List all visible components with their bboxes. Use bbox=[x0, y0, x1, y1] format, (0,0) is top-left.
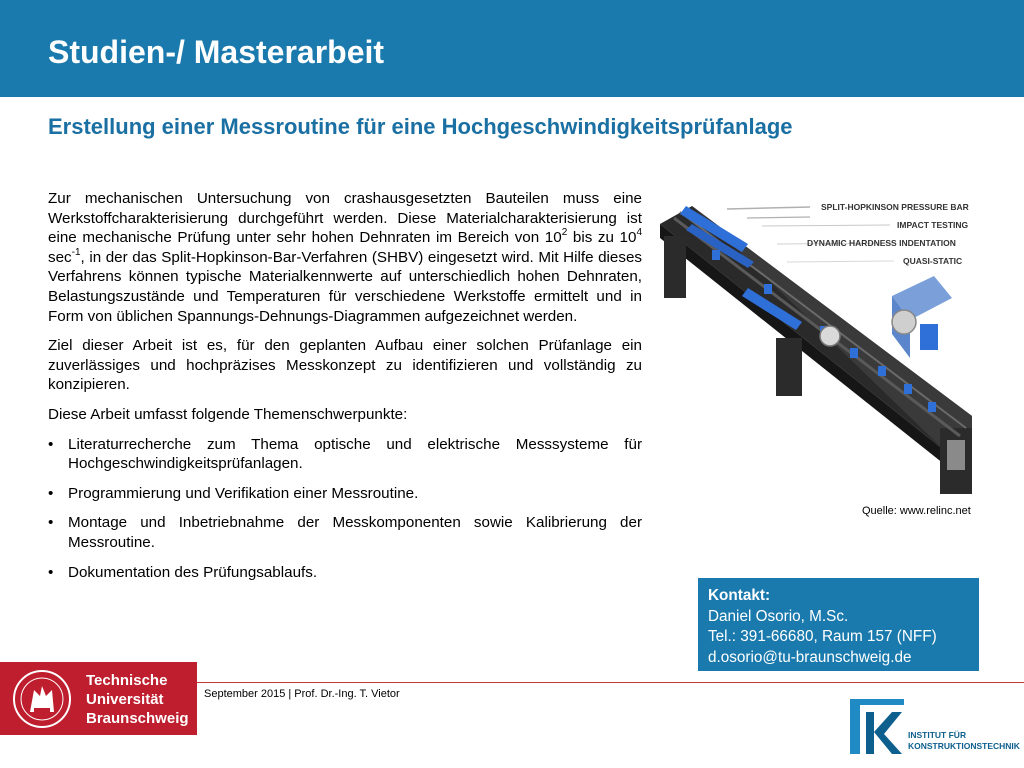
tu-logo-line: Universität bbox=[86, 691, 164, 708]
header-bar bbox=[0, 0, 1024, 97]
figure-label: SPLIT-HOPKINSON PRESSURE BAR bbox=[821, 202, 969, 212]
contact-box bbox=[698, 578, 979, 671]
image-source: Quelle: www.relinc.net bbox=[862, 505, 971, 517]
control-box bbox=[947, 440, 965, 470]
impact-disc bbox=[820, 326, 840, 346]
intro-text-a: Zur mechanischen Untersuchung von crashausgesetzten Bauteilen muss eine Werkstoffcharakterisierung durchgeführt werden. Diese Materialcharakterisierung ist eine mechanische Prüfung unter sehr hohen Dehnraten im Bereich von 10 bbox=[48, 190, 642, 247]
figure-label: DYNAMIC HARDNESS INDENTATION bbox=[807, 238, 956, 248]
clamp bbox=[928, 402, 936, 412]
figure-label: IMPACT TESTING bbox=[897, 220, 969, 230]
tu-braunschweig-logo bbox=[0, 662, 197, 735]
exponent-4: 4 bbox=[636, 227, 642, 239]
exponent-minus-1: -1 bbox=[71, 246, 81, 258]
clamp bbox=[878, 366, 886, 376]
list-item bbox=[48, 484, 642, 504]
intro-text-d: , in der das Split-Hopkinson-Bar-Verfahren (SHBV) eingesetzt wird. Mit Hilfe dieses Verfahrens können typische Materialkennwerte auf unterschiedlich hohen Dehnraten, Belastungszustände und Temperaturen für verschiedene Werkstoffe ermittelt und in Form von üblichen Spannungs-Dehnungs-Diagrammen aufgezeichnet werden. bbox=[48, 248, 642, 325]
ik-logo-mark-icon bbox=[846, 696, 908, 760]
clamp bbox=[764, 284, 772, 294]
tu-logo-line: Braunschweig bbox=[86, 710, 189, 727]
list-item bbox=[48, 435, 642, 474]
contact-title: Kontakt: bbox=[708, 587, 771, 604]
list-item-text: Literaturrecherche zum Thema optische und elektrische Messsysteme für Hochgeschwindigkeitsprüfanlagen. bbox=[68, 435, 642, 473]
machine-leg bbox=[664, 236, 686, 298]
bullet-icon: • bbox=[48, 563, 54, 581]
intro-text-b: bis zu 10 bbox=[567, 229, 637, 247]
clamp bbox=[850, 348, 858, 358]
page-subtitle: Erstellung einer Messroutine für eine Hochgeschwindigkeitsprüfanlage bbox=[48, 114, 793, 139]
list-item bbox=[48, 513, 642, 552]
ik-logo-line: KONSTRUKTIONSTECHNIK bbox=[908, 740, 1020, 751]
tu-logo-line: Technische bbox=[86, 672, 168, 689]
list-item-text: Montage und Inbetriebnahme der Messkomponenten sowie Kalibrierung der Messroutine. bbox=[68, 514, 642, 551]
ik-logo-text bbox=[908, 730, 1020, 751]
intro-text-c: sec bbox=[48, 248, 72, 266]
contact-email[interactable]: d.osorio@tu-braunschweig.de bbox=[708, 648, 912, 666]
list-item-text: Programmierung und Verifikation einer Messroutine. bbox=[68, 484, 419, 502]
figure-label: QUASI-STATIC bbox=[903, 256, 963, 266]
list-item-text: Dokumentation des Prüfungsablaufs. bbox=[68, 563, 318, 581]
bullet-icon: • bbox=[48, 484, 54, 502]
bullet-icon: • bbox=[48, 514, 54, 532]
machine-leg bbox=[776, 338, 802, 396]
exponent-2: 2 bbox=[561, 227, 568, 239]
label-line bbox=[787, 261, 894, 262]
test-machine-image bbox=[652, 188, 978, 500]
clamp bbox=[904, 384, 912, 394]
footer-divider bbox=[197, 682, 1024, 683]
university-seal-icon bbox=[0, 662, 80, 735]
ik-institute-logo bbox=[846, 696, 1024, 760]
contact-phone: Tel.: 391-66680, Raum 157 (NFF) bbox=[708, 628, 937, 645]
label-line bbox=[727, 207, 810, 209]
label-line bbox=[762, 225, 890, 226]
clamp bbox=[712, 250, 720, 260]
ik-logo-line: INSTITUT FÜR bbox=[908, 730, 967, 740]
page-title: Studien-/ Masterarbeit bbox=[48, 34, 385, 70]
machine-figure bbox=[652, 188, 978, 500]
contact-name: Daniel Osorio, M.Sc. bbox=[708, 607, 849, 625]
topics-list bbox=[48, 435, 642, 583]
list-item bbox=[48, 563, 642, 583]
hardness-tester-base bbox=[920, 324, 938, 350]
footer-text: September 2015 | Prof. Dr.-Ing. T. Vietor bbox=[204, 688, 400, 700]
goal-paragraph: Ziel dieser Arbeit ist es, für den geplanten Aufbau einer solchen Prüfanlage ein zuverlässiges und hochpräzises Messkonzept zu identifizieren und vollständig zu konzipieren. bbox=[48, 337, 642, 394]
intro-paragraph bbox=[48, 189, 642, 326]
tu-logo-text bbox=[86, 671, 189, 728]
bullet-icon: • bbox=[48, 435, 54, 453]
quasi-static-disc bbox=[892, 310, 916, 334]
topics-heading: Diese Arbeit umfasst folgende Themenschwerpunkte: bbox=[48, 405, 408, 423]
label-line bbox=[747, 217, 810, 218]
body-text bbox=[48, 189, 642, 592]
